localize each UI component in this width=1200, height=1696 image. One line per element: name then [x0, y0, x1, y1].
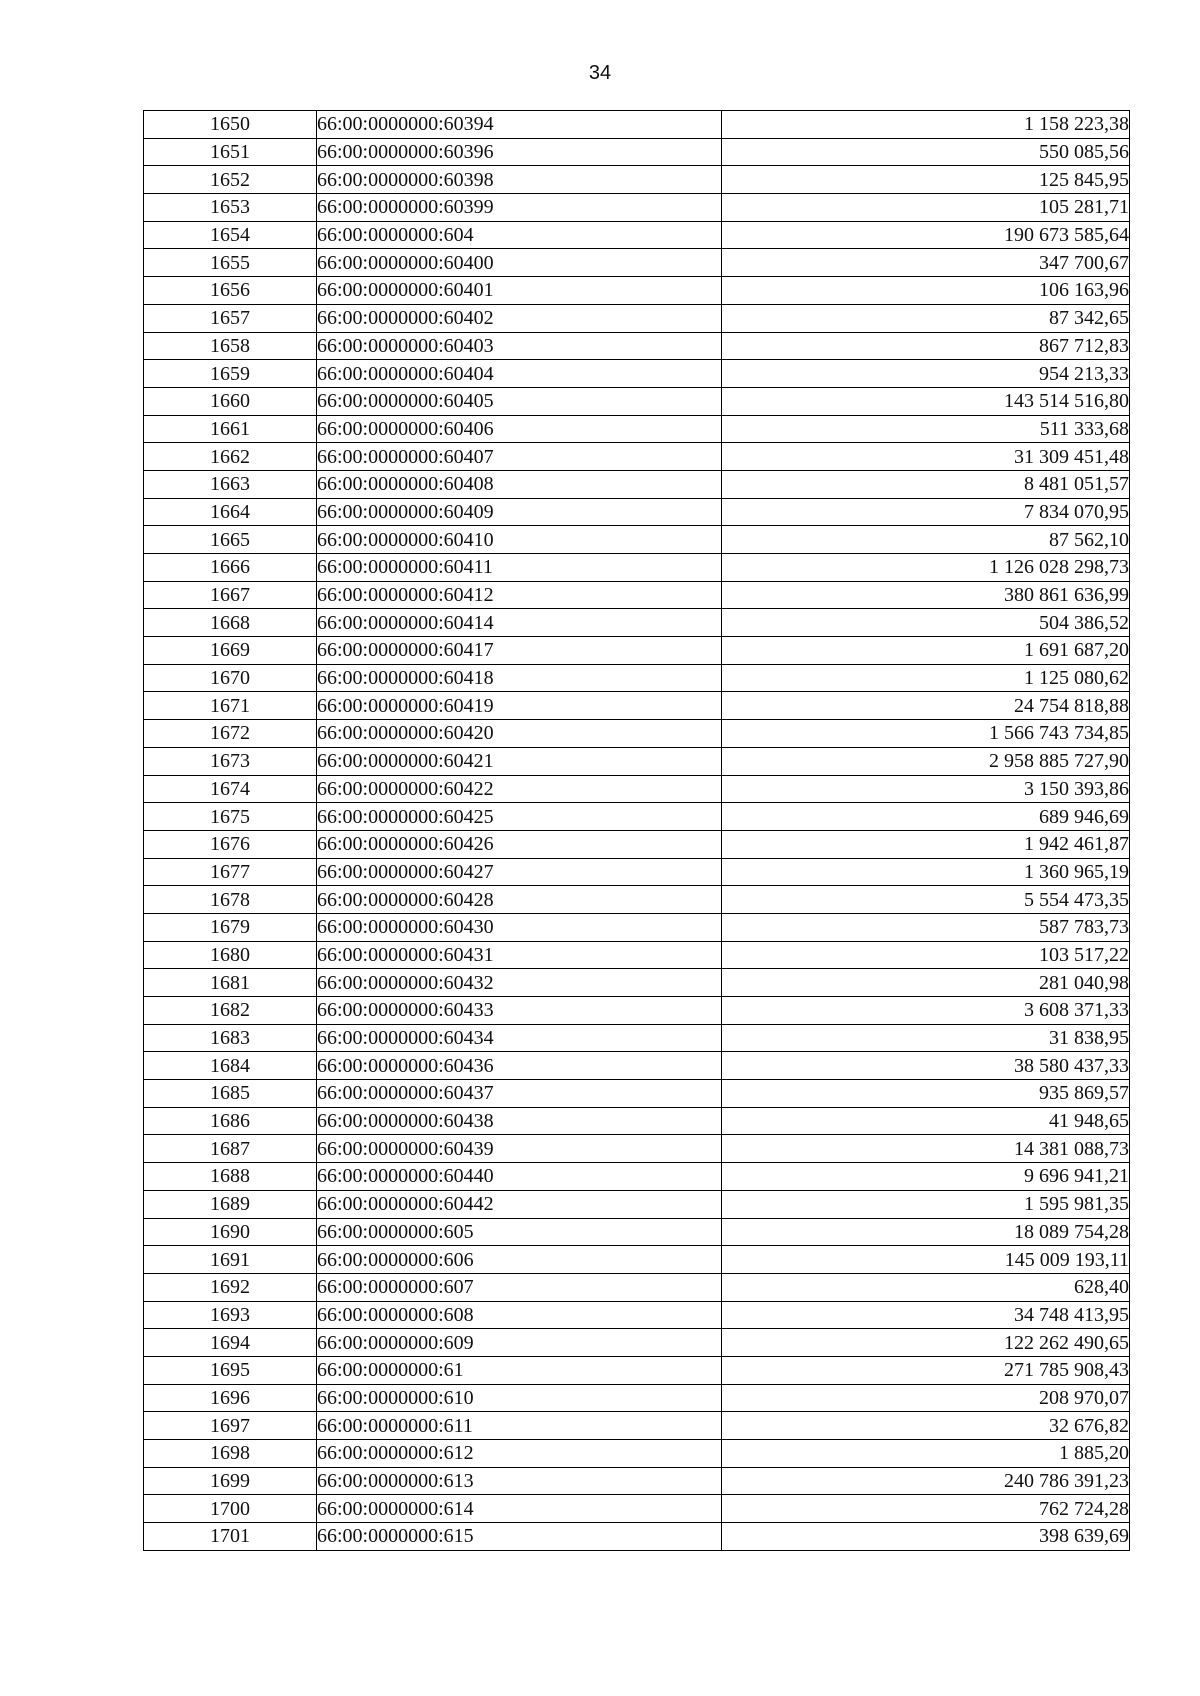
cadastral-value-cell: 31 309 451,48	[722, 443, 1130, 471]
table-row	[144, 1495, 1130, 1523]
cadastral-value-cell: 762 724,28	[722, 1495, 1130, 1523]
cadastral-number-cell: 66:00:0000000:60399	[317, 194, 722, 222]
row-number-cell: 1684	[144, 1052, 317, 1080]
cadastral-value-cell: 867 712,83	[722, 332, 1130, 360]
table-row	[144, 526, 1130, 554]
table-row	[144, 1107, 1130, 1135]
cadastral-number-cell: 66:00:0000000:605	[317, 1218, 722, 1246]
cadastral-number-cell: 66:00:0000000:60404	[317, 360, 722, 388]
table-row	[144, 858, 1130, 886]
cadastral-value-cell: 122 262 490,65	[722, 1329, 1130, 1357]
cadastral-number-cell: 66:00:0000000:60403	[317, 332, 722, 360]
table-body	[144, 111, 1130, 1551]
cadastral-value-cell: 935 869,57	[722, 1080, 1130, 1108]
table-row	[144, 415, 1130, 443]
cadastral-value-cell: 31 838,95	[722, 1024, 1130, 1052]
cadastral-value-cell: 1 158 223,38	[722, 111, 1130, 139]
cadastral-number-cell: 66:00:0000000:613	[317, 1467, 722, 1495]
row-number-cell: 1653	[144, 194, 317, 222]
row-number-cell: 1657	[144, 304, 317, 332]
row-number-cell: 1688	[144, 1163, 317, 1191]
cadastral-value-cell: 41 948,65	[722, 1107, 1130, 1135]
cadastral-number-cell: 66:00:0000000:60410	[317, 526, 722, 554]
cadastral-number-cell: 66:00:0000000:60396	[317, 138, 722, 166]
row-number-cell: 1670	[144, 664, 317, 692]
cadastral-number-cell: 66:00:0000000:608	[317, 1301, 722, 1329]
row-number-cell: 1666	[144, 554, 317, 582]
row-number-cell: 1672	[144, 720, 317, 748]
cadastral-number-cell: 66:00:0000000:60432	[317, 969, 722, 997]
table-row	[144, 830, 1130, 858]
cadastral-value-cell: 511 333,68	[722, 415, 1130, 443]
cadastral-number-cell: 66:00:0000000:60440	[317, 1163, 722, 1191]
table-row	[144, 443, 1130, 471]
table-row	[144, 304, 1130, 332]
cadastral-value-cell: 954 213,33	[722, 360, 1130, 388]
table-row	[144, 1135, 1130, 1163]
row-number-cell: 1650	[144, 111, 317, 139]
row-number-cell: 1697	[144, 1412, 317, 1440]
row-number-cell: 1680	[144, 941, 317, 969]
table-row	[144, 747, 1130, 775]
row-number-cell: 1674	[144, 775, 317, 803]
cadastral-number-cell: 66:00:0000000:60407	[317, 443, 722, 471]
table-row	[144, 637, 1130, 665]
row-number-cell: 1682	[144, 997, 317, 1025]
cadastral-number-cell: 66:00:0000000:612	[317, 1440, 722, 1468]
cadastral-number-cell: 66:00:0000000:60412	[317, 581, 722, 609]
table-row	[144, 332, 1130, 360]
row-number-cell: 1676	[144, 830, 317, 858]
cadastral-value-cell: 271 785 908,43	[722, 1356, 1130, 1384]
cadastral-number-cell: 66:00:0000000:60411	[317, 554, 722, 582]
table-row	[144, 581, 1130, 609]
cadastral-number-cell: 66:00:0000000:60420	[317, 720, 722, 748]
cadastral-value-cell: 87 562,10	[722, 526, 1130, 554]
cadastral-value-cell: 3 150 393,86	[722, 775, 1130, 803]
cadastral-value-cell: 1 885,20	[722, 1440, 1130, 1468]
cadastral-value-cell: 190 673 585,64	[722, 221, 1130, 249]
table-row	[144, 941, 1130, 969]
row-number-cell: 1678	[144, 886, 317, 914]
cadastral-value-cell: 38 580 437,33	[722, 1052, 1130, 1080]
cadastral-value-cell: 1 942 461,87	[722, 830, 1130, 858]
table-row	[144, 1080, 1130, 1108]
cadastral-value-cell: 2 958 885 727,90	[722, 747, 1130, 775]
cadastral-number-cell: 66:00:0000000:60409	[317, 498, 722, 526]
row-number-cell: 1669	[144, 637, 317, 665]
table-row	[144, 1384, 1130, 1412]
table-row	[144, 111, 1130, 139]
cadastral-number-cell: 66:00:0000000:60405	[317, 387, 722, 415]
row-number-cell: 1656	[144, 277, 317, 305]
table-row	[144, 1052, 1130, 1080]
cadastral-value-cell: 281 040,98	[722, 969, 1130, 997]
row-number-cell: 1681	[144, 969, 317, 997]
row-number-cell: 1690	[144, 1218, 317, 1246]
table-row	[144, 1523, 1130, 1551]
cadastral-number-cell: 66:00:0000000:60437	[317, 1080, 722, 1108]
cadastral-value-cell: 689 946,69	[722, 803, 1130, 831]
row-number-cell: 1683	[144, 1024, 317, 1052]
table-row	[144, 692, 1130, 720]
table-row	[144, 138, 1130, 166]
row-number-cell: 1651	[144, 138, 317, 166]
table-row	[144, 166, 1130, 194]
cadastral-value-cell: 550 085,56	[722, 138, 1130, 166]
table-row	[144, 1218, 1130, 1246]
row-number-cell: 1687	[144, 1135, 317, 1163]
cadastral-number-cell: 66:00:0000000:604	[317, 221, 722, 249]
row-number-cell: 1699	[144, 1467, 317, 1495]
cadastral-number-cell: 66:00:0000000:60439	[317, 1135, 722, 1163]
cadastral-number-cell: 66:00:0000000:60406	[317, 415, 722, 443]
cadastral-value-cell: 3 608 371,33	[722, 997, 1130, 1025]
cadastral-number-cell: 66:00:0000000:610	[317, 1384, 722, 1412]
row-number-cell: 1701	[144, 1523, 317, 1551]
row-number-cell: 1685	[144, 1080, 317, 1108]
table-row	[144, 1440, 1130, 1468]
table-row	[144, 1163, 1130, 1191]
cadastral-number-cell: 66:00:0000000:606	[317, 1246, 722, 1274]
cadastral-value-cell: 504 386,52	[722, 609, 1130, 637]
row-number-cell: 1658	[144, 332, 317, 360]
cadastral-number-cell: 66:00:0000000:60402	[317, 304, 722, 332]
row-number-cell: 1664	[144, 498, 317, 526]
table-row	[144, 997, 1130, 1025]
row-number-cell: 1698	[144, 1440, 317, 1468]
cadastral-number-cell: 66:00:0000000:60425	[317, 803, 722, 831]
cadastral-value-cell: 18 089 754,28	[722, 1218, 1130, 1246]
table-row	[144, 913, 1130, 941]
table-row	[144, 886, 1130, 914]
row-number-cell: 1675	[144, 803, 317, 831]
cadastral-value-cell: 1 566 743 734,85	[722, 720, 1130, 748]
cadastral-value-cell: 103 517,22	[722, 941, 1130, 969]
table-row	[144, 664, 1130, 692]
cadastral-value-cell: 143 514 516,80	[722, 387, 1130, 415]
cadastral-number-cell: 66:00:0000000:611	[317, 1412, 722, 1440]
cadastral-number-cell: 66:00:0000000:60428	[317, 886, 722, 914]
row-number-cell: 1694	[144, 1329, 317, 1357]
table-row	[144, 470, 1130, 498]
table-row	[144, 1246, 1130, 1274]
table-row	[144, 221, 1130, 249]
row-number-cell: 1671	[144, 692, 317, 720]
table-row	[144, 277, 1130, 305]
table-row	[144, 360, 1130, 388]
row-number-cell: 1652	[144, 166, 317, 194]
row-number-cell: 1673	[144, 747, 317, 775]
row-number-cell: 1660	[144, 387, 317, 415]
cadastral-value-cell: 208 970,07	[722, 1384, 1130, 1412]
cadastral-value-cell: 1 360 965,19	[722, 858, 1130, 886]
cadastral-number-cell: 66:00:0000000:60398	[317, 166, 722, 194]
cadastral-value-cell: 32 676,82	[722, 1412, 1130, 1440]
row-number-cell: 1693	[144, 1301, 317, 1329]
cadastral-value-cell: 240 786 391,23	[722, 1467, 1130, 1495]
cadastral-number-cell: 66:00:0000000:61	[317, 1356, 722, 1384]
table-row	[144, 249, 1130, 277]
table-row	[144, 803, 1130, 831]
row-number-cell: 1689	[144, 1190, 317, 1218]
cadastral-value-cell: 125 845,95	[722, 166, 1130, 194]
cadastral-value-cell: 380 861 636,99	[722, 581, 1130, 609]
row-number-cell: 1655	[144, 249, 317, 277]
row-number-cell: 1692	[144, 1273, 317, 1301]
table-row	[144, 387, 1130, 415]
page-number: 34	[588, 62, 612, 84]
table-row	[144, 1356, 1130, 1384]
cadastral-value-cell: 1 595 981,35	[722, 1190, 1130, 1218]
cadastral-number-cell: 66:00:0000000:60426	[317, 830, 722, 858]
table-row	[144, 1467, 1130, 1495]
cadastral-value-cell: 24 754 818,88	[722, 692, 1130, 720]
cadastral-value-cell: 14 381 088,73	[722, 1135, 1130, 1163]
cadastral-value-cell: 7 834 070,95	[722, 498, 1130, 526]
row-number-cell: 1668	[144, 609, 317, 637]
cadastral-number-cell: 66:00:0000000:60421	[317, 747, 722, 775]
cadastral-number-cell: 66:00:0000000:60401	[317, 277, 722, 305]
cadastral-number-cell: 66:00:0000000:60419	[317, 692, 722, 720]
cadastral-value-cell: 347 700,67	[722, 249, 1130, 277]
cadastral-number-cell: 66:00:0000000:614	[317, 1495, 722, 1523]
table-row	[144, 775, 1130, 803]
table-row	[144, 969, 1130, 997]
cadastral-number-cell: 66:00:0000000:607	[317, 1273, 722, 1301]
row-number-cell: 1677	[144, 858, 317, 886]
row-number-cell: 1662	[144, 443, 317, 471]
row-number-cell: 1659	[144, 360, 317, 388]
row-number-cell: 1665	[144, 526, 317, 554]
table-row	[144, 554, 1130, 582]
cadastral-value-cell: 8 481 051,57	[722, 470, 1130, 498]
cadastral-value-cell: 398 639,69	[722, 1523, 1130, 1551]
table-row	[144, 1024, 1130, 1052]
cadastral-number-cell: 66:00:0000000:609	[317, 1329, 722, 1357]
cadastral-value-cell: 9 696 941,21	[722, 1163, 1130, 1191]
cadastral-number-cell: 66:00:0000000:60438	[317, 1107, 722, 1135]
table-row	[144, 194, 1130, 222]
table-row	[144, 1329, 1130, 1357]
cadastral-number-cell: 66:00:0000000:60431	[317, 941, 722, 969]
row-number-cell: 1691	[144, 1246, 317, 1274]
cadastral-value-cell: 105 281,71	[722, 194, 1130, 222]
row-number-cell: 1696	[144, 1384, 317, 1412]
cadastral-value-cell: 145 009 193,11	[722, 1246, 1130, 1274]
cadastral-number-cell: 66:00:0000000:60417	[317, 637, 722, 665]
table-row	[144, 609, 1130, 637]
cadastral-number-cell: 66:00:0000000:60433	[317, 997, 722, 1025]
cadastral-value-cell: 5 554 473,35	[722, 886, 1130, 914]
cadastral-number-cell: 66:00:0000000:60434	[317, 1024, 722, 1052]
cadastral-value-cell: 1 691 687,20	[722, 637, 1130, 665]
cadastral-number-cell: 66:00:0000000:60442	[317, 1190, 722, 1218]
table-row	[144, 1412, 1130, 1440]
cadastral-number-cell: 66:00:0000000:60408	[317, 470, 722, 498]
row-number-cell: 1700	[144, 1495, 317, 1523]
cadastral-value-table	[143, 110, 1130, 1551]
cadastral-value-cell: 87 342,65	[722, 304, 1130, 332]
table-row	[144, 720, 1130, 748]
cadastral-value-cell: 587 783,73	[722, 913, 1130, 941]
cadastral-number-cell: 66:00:0000000:60427	[317, 858, 722, 886]
cadastral-value-cell: 1 125 080,62	[722, 664, 1130, 692]
row-number-cell: 1695	[144, 1356, 317, 1384]
cadastral-number-cell: 66:00:0000000:60418	[317, 664, 722, 692]
table-row	[144, 1301, 1130, 1329]
cadastral-number-cell: 66:00:0000000:60422	[317, 775, 722, 803]
cadastral-number-cell: 66:00:0000000:60436	[317, 1052, 722, 1080]
cadastral-value-cell: 106 163,96	[722, 277, 1130, 305]
cadastral-value-cell: 628,40	[722, 1273, 1130, 1301]
cadastral-number-cell: 66:00:0000000:615	[317, 1523, 722, 1551]
row-number-cell: 1663	[144, 470, 317, 498]
table-row	[144, 498, 1130, 526]
cadastral-number-cell: 66:00:0000000:60400	[317, 249, 722, 277]
table-row	[144, 1273, 1130, 1301]
cadastral-value-cell: 34 748 413,95	[722, 1301, 1130, 1329]
cadastral-number-cell: 66:00:0000000:60414	[317, 609, 722, 637]
row-number-cell: 1686	[144, 1107, 317, 1135]
table-row	[144, 1190, 1130, 1218]
cadastral-number-cell: 66:00:0000000:60430	[317, 913, 722, 941]
row-number-cell: 1679	[144, 913, 317, 941]
cadastral-value-cell: 1 126 028 298,73	[722, 554, 1130, 582]
row-number-cell: 1667	[144, 581, 317, 609]
cadastral-number-cell: 66:00:0000000:60394	[317, 111, 722, 139]
row-number-cell: 1661	[144, 415, 317, 443]
row-number-cell: 1654	[144, 221, 317, 249]
